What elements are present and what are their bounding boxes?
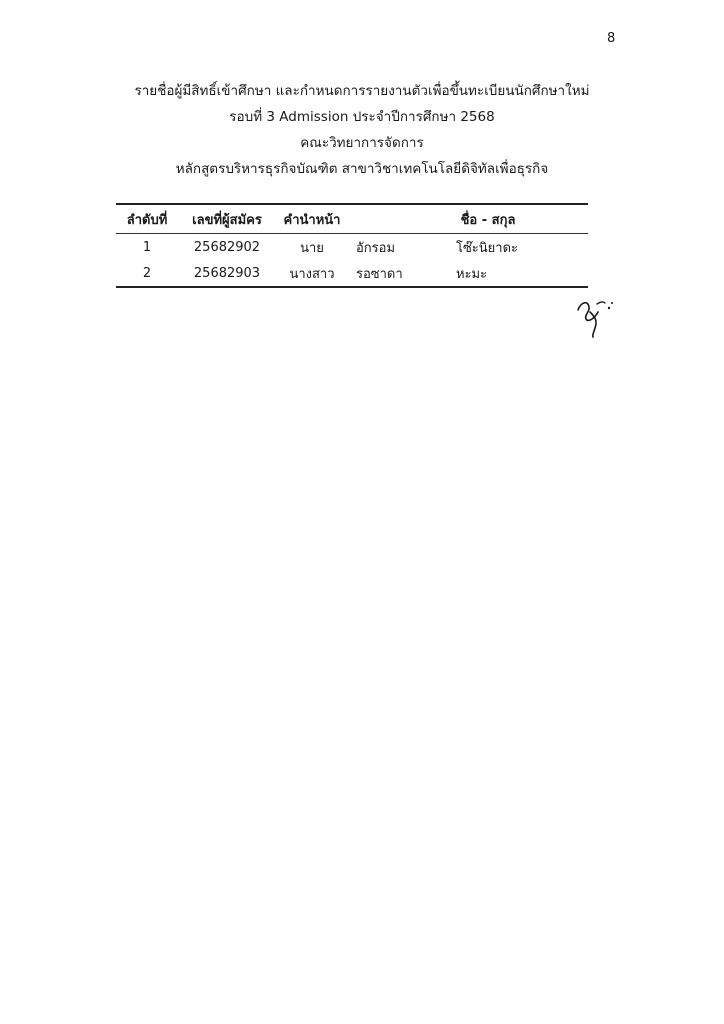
- row-title: นาย: [300, 240, 324, 256]
- row-last-name: โซ๊ะนิยาดะ: [456, 240, 519, 256]
- row-title: นางสาว: [289, 266, 335, 282]
- faculty-name: คณะวิทยาการจัดการ: [300, 135, 424, 151]
- header-applicant-no: เลขที่ผู้สมัคร: [192, 212, 262, 228]
- student-list-table: [116, 203, 588, 288]
- row-applicant-no: 25682903: [193, 265, 261, 281]
- row-first-name: อักรอม: [356, 240, 396, 256]
- page-number: 8: [607, 31, 616, 46]
- document-title: รายชื่อผู้มีสิทธิ์เข้าศึกษา และกำหนดการรายงานตัวเพื่อขึ้นทะเบียนนักศึกษาใหม่: [134, 83, 590, 99]
- table-header-row: [116, 204, 588, 234]
- table-row: [116, 260, 588, 287]
- program-name: หลักสูตรบริหารธุรกิจบัณฑิต สาขาวิชาเทคโนโลยีดิจิทัลเพื่อธุรกิจ: [175, 161, 549, 177]
- signature-icon: [568, 290, 614, 338]
- row-first-name: รอซาดา: [356, 266, 403, 282]
- header-order: ลำดับที่: [126, 212, 168, 228]
- row-order: 1: [142, 239, 152, 255]
- admission-round: รอบที่ 3 Admission ประจำปีการศึกษา 2568: [229, 109, 495, 125]
- row-order: 2: [142, 265, 152, 281]
- header-name: ชื่อ - สกุล: [460, 212, 516, 228]
- table-row: [116, 234, 588, 261]
- header-title: คำนำหน้า: [283, 212, 341, 228]
- row-applicant-no: 25682902: [193, 239, 261, 255]
- row-last-name: หะมะ: [456, 266, 488, 282]
